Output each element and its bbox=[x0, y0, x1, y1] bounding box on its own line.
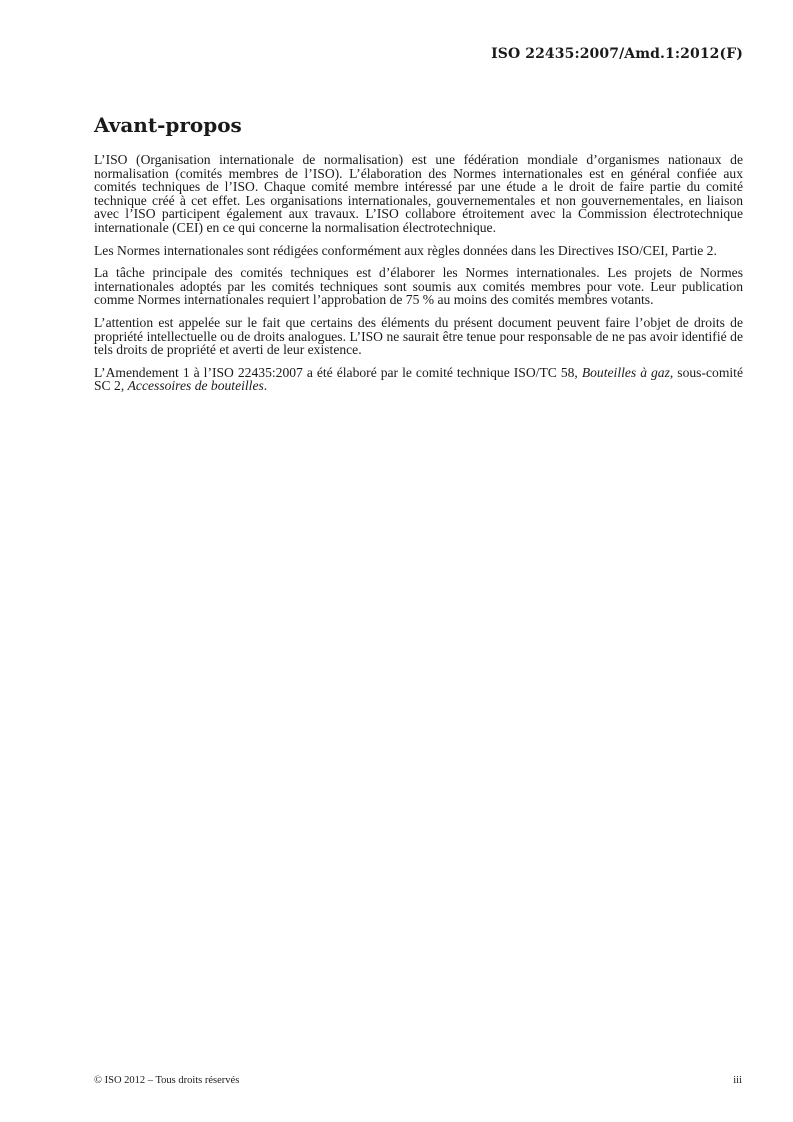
document-reference: ISO 22435:2007/Amd.1:2012(F) bbox=[491, 46, 743, 62]
paragraph-amendment bbox=[94, 366, 743, 393]
paragraph-committee-task: La tâche principale des comités techniques est d’élaborer les Normes internationales. Les projets de Normes internationales adoptés par les comités techniques sont soumis aux comités membres pour vote. Leur publication comme Normes internationales requiert l’approbation de 75 % au moins des comités membres votants. bbox=[94, 265, 743, 308]
footer-page-number: iii bbox=[733, 1075, 742, 1086]
foreword-body bbox=[94, 153, 743, 402]
paragraph-directives: Les Normes internationales sont rédigées conformément aux règles données dans les Directives ISO/CEI, Partie 2. bbox=[94, 242, 717, 258]
paragraph-patent-rights: L’attention est appelée sur le fait que certains des éléments du présent document peuvent faire l’objet de droits de propriété intellectuelle ou de droits analogues. L’ISO ne saurait être tenue pour responsable de ne pas avoir identifié de tels droits de propriété et averti de leur existence. bbox=[94, 314, 743, 358]
amendment-text-3: . bbox=[263, 378, 268, 394]
page-title: Avant-propos bbox=[94, 113, 242, 137]
subcommittee-name: Accessoires de bouteilles bbox=[127, 378, 264, 394]
amendment-text-2: , sous-comité SC 2, bbox=[94, 364, 743, 394]
paragraph-iso-intro: L’ISO (Organisation internationale de normalisation) est une fédération mondiale d’organismes nationaux de normalisation (comités membres de l’ISO). L’élaboration des Normes internationales est en général confiée aux comités techniques de l’ISO. Chaque comité membre intéressé par une étude a le droit de faire partie du comité technique créé à cet effet. Les organisations internationales, gouvernementales et non gouvernementales, en liaison avec l’ISO participent également aux travaux. L’ISO collabore étroitement avec la Commission électrotechnique internationale (CEI) en ce qui concerne la normalisation électrotechnique. bbox=[94, 152, 743, 235]
footer-copyright: © ISO 2012 – Tous droits réservés bbox=[94, 1075, 240, 1086]
committee-name: Bouteilles à gaz bbox=[581, 364, 670, 380]
amendment-text-1: L’Amendement 1 à l’ISO 22435:2007 a été élaboré par le comité technique ISO/TC 58, bbox=[94, 364, 582, 380]
